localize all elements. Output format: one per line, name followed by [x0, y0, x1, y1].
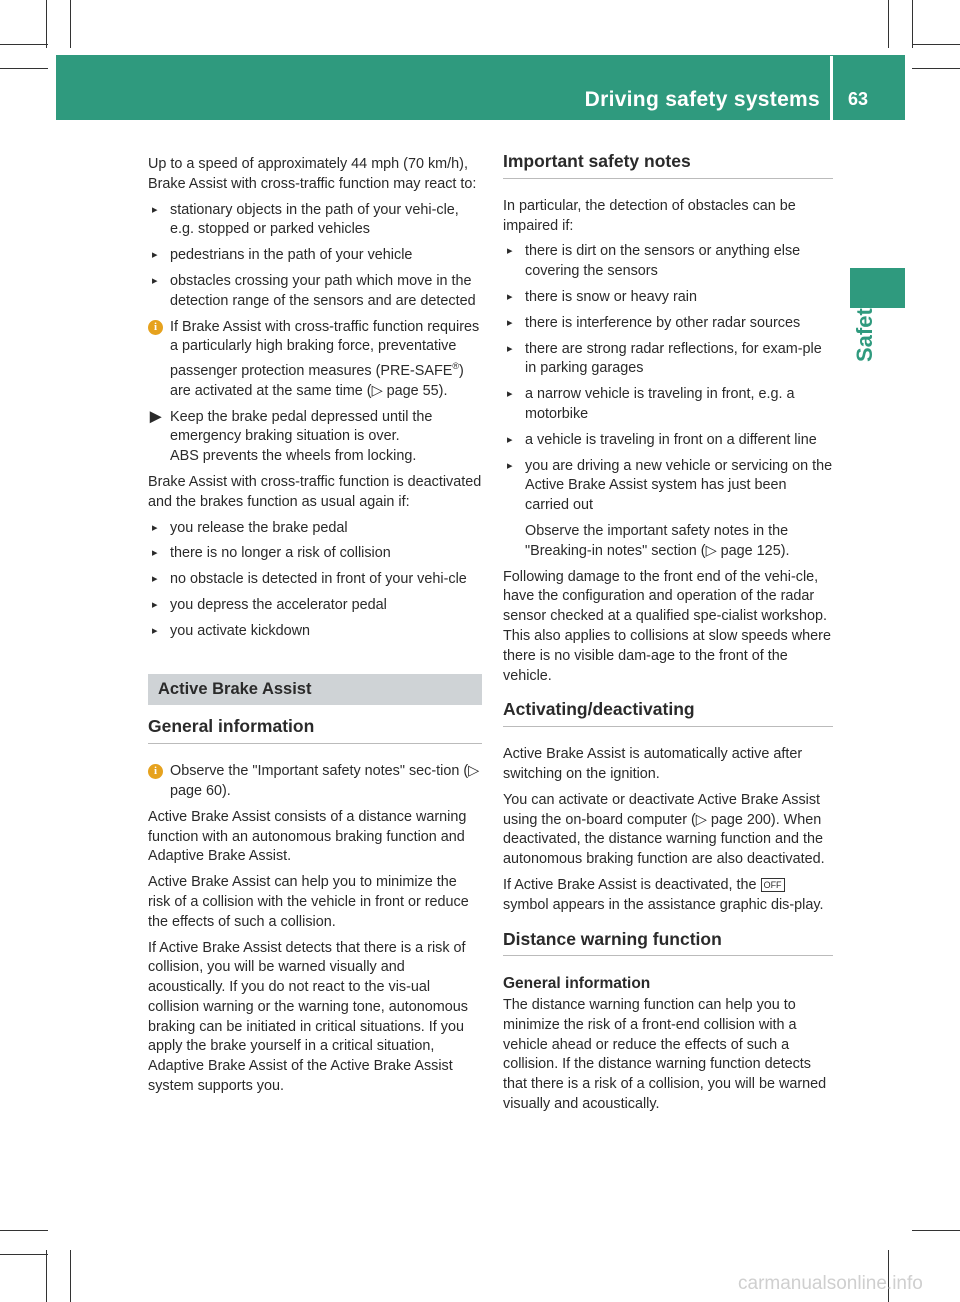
list-item: ▸ a narrow vehicle is traveling in front, e.g. a motorbike — [503, 385, 833, 425]
list-item: ▸ there is interference by other radar sources — [503, 314, 833, 334]
crop-mark — [912, 44, 960, 45]
deactivated-intro: Brake Assist with cross-traffic function is deactivated and the brakes function as usual again if: — [148, 473, 482, 510]
page-ref-icon: ▷ — [705, 542, 717, 559]
left-column — [148, 155, 482, 1103]
crop-mark — [912, 68, 960, 69]
info-note-text: ) are activated at the same time ( — [170, 362, 464, 399]
registered-mark: ® — [452, 361, 459, 372]
paragraph: Following damage to the front end of the vehi-cle, have the configuration and operation of the radar sensor checked at a qualified spe-cialist workshop. This also applies to collisions at slow speeds where there is no visible dam-age to the front of the vehicle. — [503, 568, 831, 684]
info-note-text: Observe the "Important safety notes" sec-tion ( — [170, 763, 469, 780]
paragraph — [503, 791, 833, 870]
section-title: Active Brake Assist — [148, 674, 482, 706]
info-note — [148, 318, 482, 402]
list-item: ▸ you release the brake pedal — [148, 519, 482, 539]
info-note — [148, 762, 482, 802]
paragraph — [503, 876, 833, 916]
crop-mark — [888, 0, 889, 48]
paragraph: Active Brake Assist is automatically active after switching on the ignition. — [503, 746, 803, 782]
right-column — [503, 152, 833, 1121]
list-item: ▸ no obstacle is detected in front of your vehi-cle — [148, 570, 482, 590]
page-ref-icon: ▷ — [371, 382, 383, 399]
paragraph-text: symbol appears in the assistance graphic dis-play. — [503, 896, 824, 913]
step-note: ABS prevents the wheels from locking. — [170, 448, 417, 465]
info-note-text: If Brake Assist with cross-traffic function requires a particularly high braking force, preventative passenger protection measures (PRE-SAFE — [170, 318, 480, 379]
heading-rule — [503, 955, 833, 956]
crop-mark — [0, 68, 48, 69]
paragraph-text: You can activate or deactivate Active Brake Assist using the on-board computer ( — [503, 791, 821, 828]
brake-assist-off-icon: OFF — [761, 878, 785, 892]
watermark: carmanualsonline.info — [738, 1273, 923, 1294]
page-ref-link[interactable]: page 200). When deactivated, the distance warning function and the autonomous braking function are also deactivated. — [503, 811, 825, 868]
subsection-title: Activating/deactivating — [503, 699, 695, 720]
paragraph: If Active Brake Assist detects that there is a risk of collision, you will be warned visually and acoustically. If you do not react to the vis-ual collision warning or the warning tone, autonomous braking can be initiated in critical situations. If you apply the brake yourself in a critical situation, Adaptive Brake Assist of the Active Brake Assist system supports you. — [148, 939, 468, 1095]
header-separator — [830, 56, 833, 120]
crop-mark — [70, 1250, 71, 1302]
heading-rule — [503, 178, 833, 179]
minor-heading: General information — [503, 975, 651, 993]
header-title: Driving safety systems — [584, 88, 820, 111]
intro-text: Up to a speed of approximately 44 mph (70 km/h), Brake Assist with cross-traffic function may react to: — [148, 156, 477, 192]
instruction-step — [148, 408, 482, 467]
info-icon: i — [148, 764, 163, 779]
paragraph: The distance warning function can help you to minimize the risk of a front-end collision with a vehicle ahead or reduce the effects of such a collision. If the distance warning function detects that there is a risk of a collision, you will be warned visually and acoustically. — [503, 997, 827, 1113]
step-arrow-icon: ▶ — [150, 408, 162, 425]
crop-mark — [70, 0, 71, 48]
side-tab-label: Safety — [852, 295, 877, 362]
list-item: ▸ you depress the accelerator pedal — [148, 596, 482, 616]
crop-mark — [46, 1250, 47, 1302]
subsection-title: Distance warning function — [503, 928, 722, 949]
safety-note-text: Observe the important safety notes in the "Breaking-in notes" section ( — [525, 522, 789, 559]
page-number: 63 — [848, 89, 869, 109]
paragraph: Active Brake Assist consists of a distance warning function with an autonomous braking function and Adaptive Brake Assist. — [148, 808, 467, 865]
crop-mark — [912, 1230, 960, 1231]
page-ref-icon: ▷ — [468, 763, 480, 780]
crop-mark — [46, 0, 47, 48]
page-ref-icon: ▷ — [695, 811, 707, 828]
subsection-title: General information — [148, 716, 315, 737]
paragraph: Active Brake Assist can help you to minimize the risk of a collision with the vehicle in front or reduce the effects of such a collision. — [148, 874, 469, 930]
list-item: ▸ stationary objects in the path of your vehi-cle, e.g. stopped or parked vehicles — [148, 201, 482, 241]
list-item: ▸ obstacles crossing your path which move in the detection range of the sensors and are detected — [148, 272, 482, 312]
crop-mark — [912, 0, 913, 48]
crop-mark — [0, 1230, 48, 1231]
page-ref-link[interactable]: page 60). — [170, 782, 231, 799]
heading-rule — [503, 726, 833, 727]
subsection-title: Important safety notes — [503, 151, 691, 171]
info-icon: i — [148, 320, 163, 335]
page-ref-link[interactable]: page 55). — [386, 382, 448, 399]
paragraph-text: If Active Brake Assist is deactivated, the — [503, 876, 761, 893]
list-item: ▸ pedestrians in the path of your vehicle — [148, 246, 482, 266]
list-item: ▸ there is no longer a risk of collision — [148, 544, 482, 564]
list-item: ▸ there is snow or heavy rain — [503, 288, 833, 308]
heading-rule — [148, 743, 482, 744]
step-text: Keep the brake pedal depressed until the emergency braking situation is over. — [170, 408, 433, 445]
safety-note — [503, 522, 833, 562]
list-item: ▸ a vehicle is traveling in front on a different line — [503, 431, 833, 451]
crop-mark — [0, 44, 48, 45]
list-item: ▸ there are strong radar reflections, for exam-ple in parking garages — [503, 340, 833, 380]
page-ref-link[interactable]: page 125). — [720, 542, 790, 559]
list-item: ▸ you activate kickdown — [148, 622, 482, 642]
intro-text: In particular, the detection of obstacles can be impaired if: — [503, 197, 796, 234]
crop-mark — [0, 1254, 48, 1255]
list-item: ▸ there is dirt on the sensors or anything else covering the sensors — [503, 242, 833, 282]
list-item: ▸ you are driving a new vehicle or servicing on the Active Brake Assist system has just been carried out — [503, 457, 833, 516]
